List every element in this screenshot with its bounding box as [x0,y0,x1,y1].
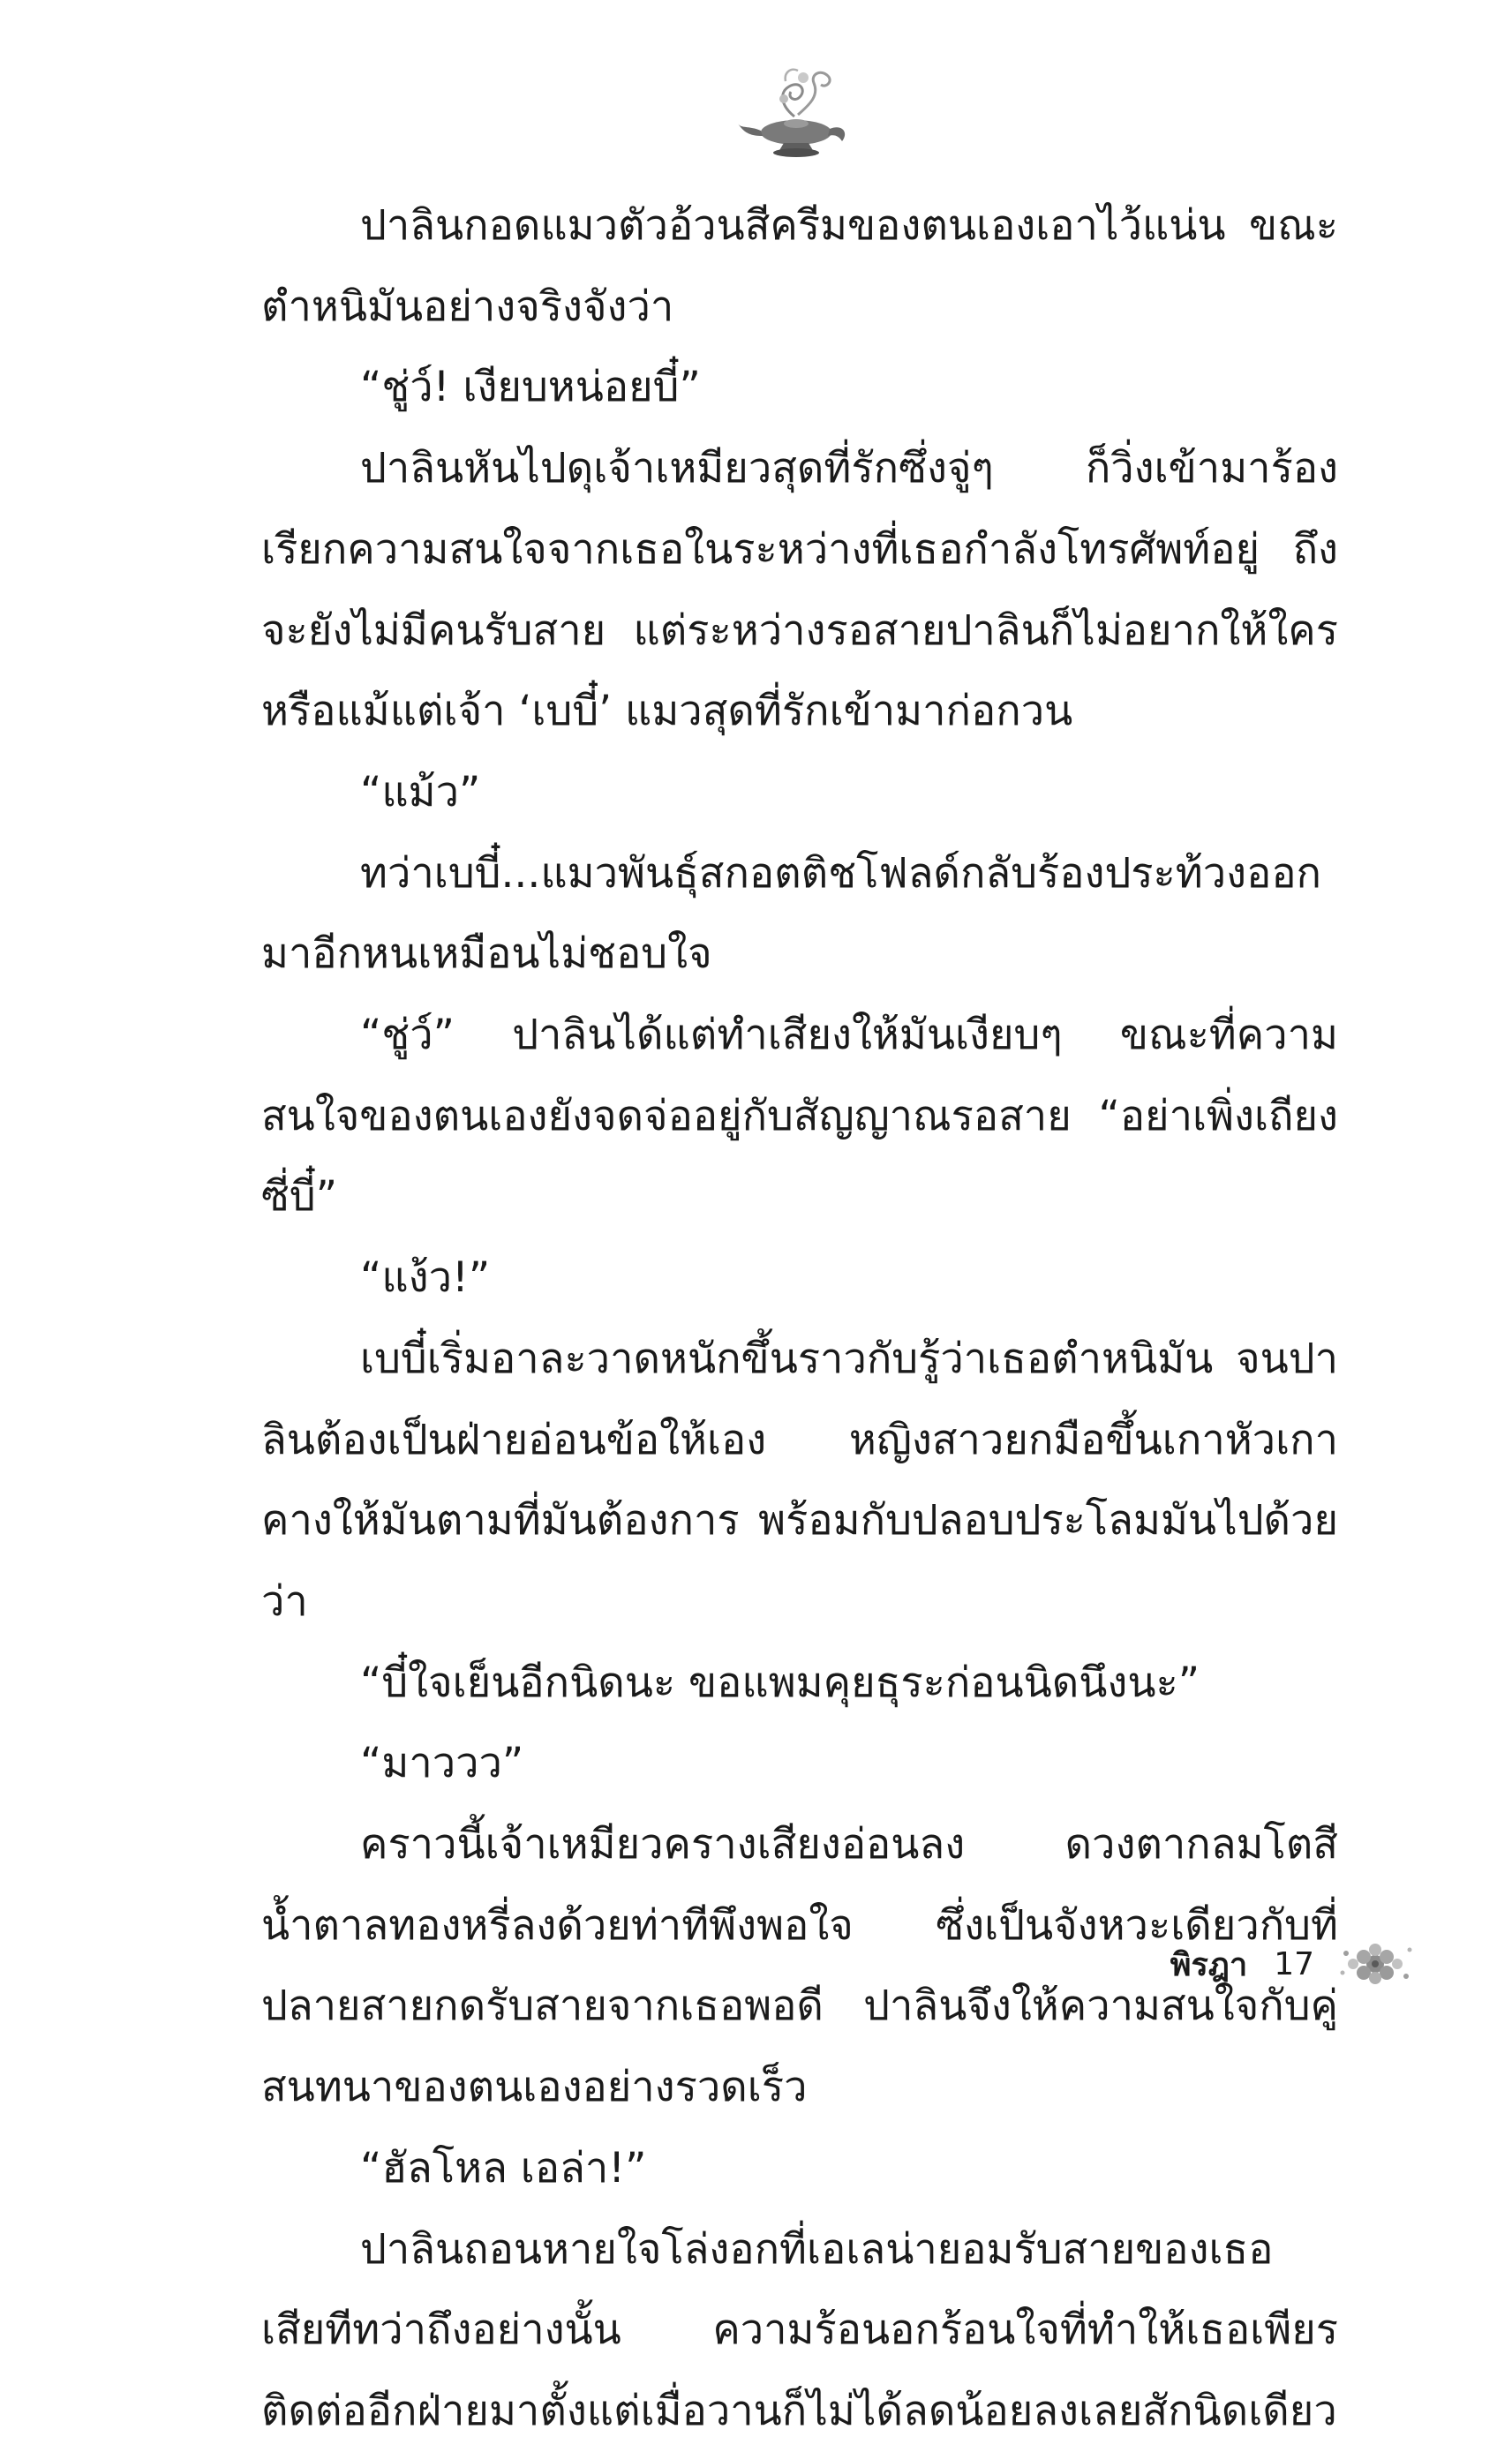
paragraph-6: คราวนี้เจ้าเหมียวครางเสียงอ่อนลง ดวงตากลมโตสีน้ำตาลทองหรี่ลงด้วยท่าทีพึงพอใจ ซึ่งเป็นจังหวะเดียวกับที่ปลายสายกดรับสายจากเธอพอดี ปาลินจึงให้ความสนใจกับคู่สนทนาของตนเองอย่างรวดเร็ว [261,1820,1338,2112]
flower-icon [1335,1937,1415,1990]
dialogue-1: “ชู่ว์! เงียบหน่อยบี๋” [360,363,701,412]
page-footer [1170,1937,1415,1990]
body-text [261,185,1338,2452]
dialogue-2: “แม้ว” [360,767,481,816]
dialogue-3: “แง้ว!” [360,1253,491,1303]
paragraph-2: ปาลินหันไปดุเจ้าเหมียวสุดที่รักซึ่งจู่ๆ ก็วิ่งเข้ามาร้องเรียกความสนใจจากเธอในระหว่างที่เธอกำลังโทรศัพท์อยู่ ถึงจะยังไม่มีคนรับสาย แต่ระหว่างรอสายปาลินก็ไม่อยากให้ใครหรือแม้แต่เจ้า ‘เบบี๋’ แมวสุดที่รักเข้ามาก่อกวน [261,444,1338,736]
genie-lamp-icon [733,62,856,168]
paragraph-5: เบบี๋เริ่มอาละวาดหนักขึ้นราวกับรู้ว่าเธอตำหนิมัน จนปาลินต้องเป็นฝ่ายอ่อนข้อให้เอง หญิงสาวยกมือขึ้นเกาหัวเกาคางให้มันตามที่มันต้องการ พร้อมกับปลอบประโลมมันไปด้วยว่า [261,1334,1338,1626]
paragraph-1: ปาลินกอดแมวตัวอ้วนสีครีมของตนเองเอาไว้แน่น ขณะตำหนิมันอย่างจริงจังว่า [261,201,1338,331]
paragraph-3: ทว่าเบบี๋...แมวพันธุ์สกอตติชโฟลด์กลับร้องประท้วงออกมาอีกหนเหมือนไม่ชอบใจ [261,848,1322,979]
author-name: พิรฎา [1170,1946,1248,1983]
paragraph-7: ปาลินถอนหายใจโล่งอกที่เอเลน่ายอมรับสายของเธอเสียทีทว่าถึงอย่างนั้น ความร้อนอกร้อนใจที่ทำให้เธอเพียรติดต่ออีกฝ่ายมาตั้งแต่เมื่อวานก็ไม่ได้ลดน้อยลงเลยสักนิดเดียว [261,2224,1338,2435]
paragraph-4: “ชู่ว์” ปาลินได้แต่ทำเสียงให้มันเงียบๆ ขณะที่ความสนใจของตนเองยังจดจ่ออยู่กับสัญญาณรอสาย “อย่าเพิ่งเถียงซี่บี๋” [261,1011,1338,1222]
dialogue-4: “บี๋ใจเย็นอีกนิดนะ ขอแพมคุยธุระก่อนนิดนึงนะ” [360,1658,1200,1707]
dialogue-5: “มาววว” [360,1739,524,1788]
page-number: 17 [1274,1945,1314,1982]
dialogue-6: “ฮัลโหล เอล่า!” [360,2143,647,2193]
